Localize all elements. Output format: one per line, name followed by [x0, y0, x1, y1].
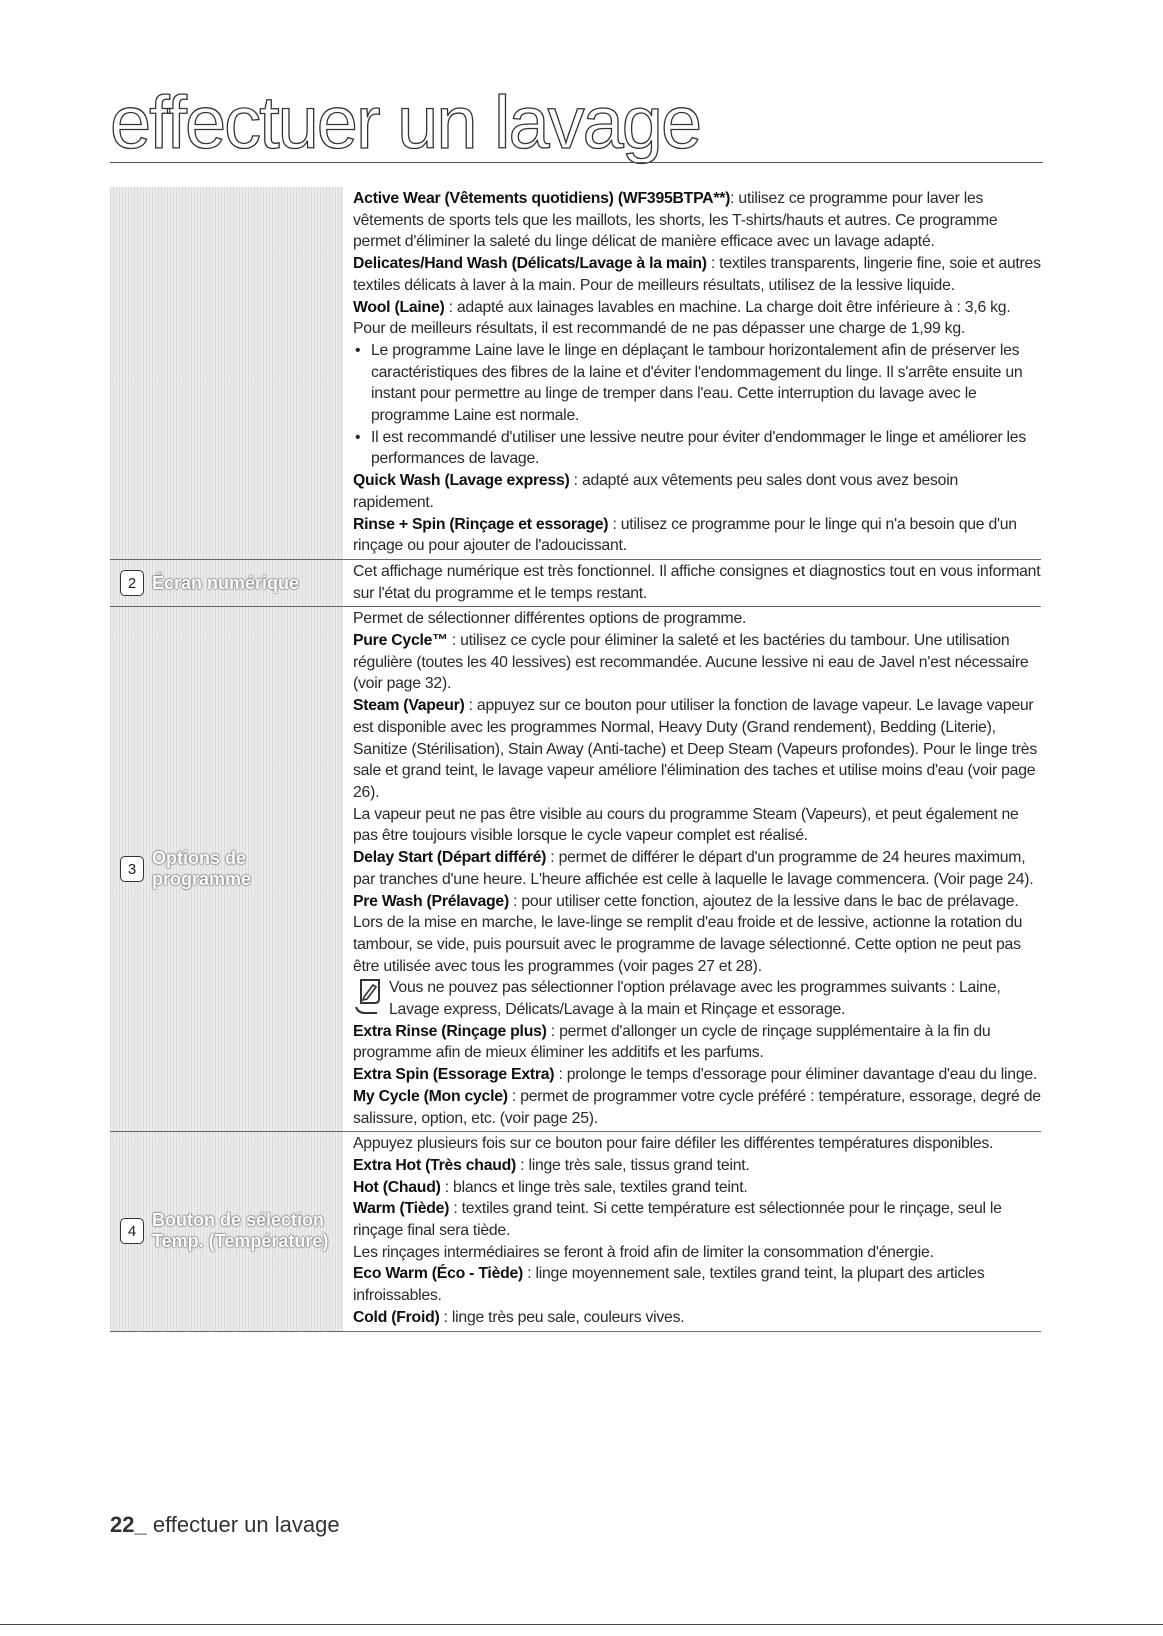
options-table — [110, 187, 1041, 1332]
row-program-options — [110, 607, 1041, 1132]
row-label-cell — [110, 607, 343, 1131]
row-label-cell — [110, 560, 343, 606]
row-description — [343, 1132, 1041, 1330]
wool-bullets — [353, 340, 1041, 470]
row-label-text: Bouton de sélection Temp. (Température) — [152, 1210, 329, 1252]
row-label-text: Écran numérique — [152, 572, 300, 593]
paragraph-pure-cycle: Pure Cycle™ : utilisez ce cycle pour éliminer la saleté et les bactéries du tambour. Une utilisation régulière (toutes les 40 lessives) est recommandée. Aucune lessive ni eau de Javel n'est nécessaire (voir page 32). — [353, 632, 1029, 693]
row-label-text: Options de programme — [152, 848, 252, 890]
paragraph-warm: Warm (Tiède) : textiles grand teint. Si cette température est sélectionnée pour le rinçage, seul le rinçage final sera tiède. — [353, 1200, 1002, 1240]
paragraph-steam: Steam (Vapeur) : appuyez sur ce bouton pour utiliser la fonction de lavage vapeur. Le lavage vapeur est disponible avec les programmes Normal, Heavy Duty (Grand rendement), Bedding (Literie), Sanitize (Stérilisation), Stain Away (Anti-tache) et Deep Steam (Vapeurs profondes). Pour le linge très sale et grand teint, le lavage vapeur améliore l'élimination des taches et utilise moins d'eau (voir page 26). — [353, 697, 1037, 801]
item-number-badge: 2 — [120, 570, 144, 596]
paragraph-pre-wash: Pre Wash (Prélavage) : pour utiliser cette fonction, ajoutez de la lessive dans le bac de prélavage. Lors de la mise en marche, le lave-linge se remplit d'eau froide et de lessive, actionne la rotation du tambour, se vide, puis poursuit avec le programme de lavage sélectionné. Cette option ne peut pas être utilisée avec tous les programmes (voir pages 27 et 28). — [353, 892, 1023, 975]
paragraph-extra-spin: Extra Spin (Essorage Extra) : prolonge le temps d'essorage pour éliminer davantage d'eau du linge. — [353, 1066, 1038, 1084]
paragraph-hot: Hot (Chaud) : blancs et linge très sale, textiles grand teint. — [353, 1178, 748, 1196]
paragraph-digital-display: Cet affichage numérique est très fonctionnel. Il affiche consignes et diagnostics tout en vous informant sur l'état du programme et le temps restant. — [353, 562, 1041, 602]
paragraph-rinse-spin: Rinse + Spin (Rinçage et essorage) : utilisez ce programme pour le linge qui n'a besoin que d'un rinçage ou pour ajouter de l'adoucissant. — [353, 515, 1017, 555]
page-footer — [110, 1512, 340, 1538]
paragraph-eco-warm: Eco Warm (Éco - Tiède) : linge moyennement sale, textiles grand teint, la plupart des articles infroissables. — [353, 1265, 985, 1305]
title-rule — [110, 162, 1043, 163]
paragraph-my-cycle: My Cycle (Mon cycle) : permet de programmer votre cycle préféré : température, essorage, degré de salissure, option, etc. (voir page 25). — [353, 1087, 1041, 1127]
paragraph-intro: Appuyez plusieurs fois sur ce bouton pour faire défiler les différentes températures disponibles. — [353, 1135, 994, 1153]
paragraph-warm-note: Les rinçages intermédiaires se feront à froid afin de limiter la consommation d'énergie. — [353, 1243, 934, 1261]
paragraph-delicates: Delicates/Hand Wash (Délicats/Lavage à la main) : textiles transparents, lingerie fine, soie et autres textiles délicats à laver à la main. Pour de meilleurs résultats, utilisez de la lessive liquide. — [353, 255, 1041, 294]
paragraph-extra-hot: Extra Hot (Très chaud) : linge très sale, tissus grand teint. — [353, 1156, 750, 1174]
page-number: 22_ — [110, 1512, 147, 1537]
paragraph-intro: Permet de sélectionner différentes options de programme. — [353, 610, 747, 628]
row-temperature — [110, 1132, 1041, 1331]
bullet-item: • Il est recommandé d'utiliser une lessive neutre pour éviter d'endommager le linge et améliorer les performances de lavage. — [371, 427, 1041, 470]
paragraph-extra-rinse: Extra Rinse (Rinçage plus) : permet d'allonger un cycle de rinçage supplémentaire à la fin du programme afin de mieux éliminer les additifs et les parfums. — [353, 1022, 991, 1062]
paragraph-steam-note: La vapeur peut ne pas être visible au cours du programme Steam (Vapeurs), et peut également ne pas être toujours visible lorsque le cycle vapeur complet est réalisé. — [353, 805, 1019, 845]
paragraph-cold: Cold (Froid) : linge très peu sale, couleurs vives. — [353, 1308, 685, 1326]
note-pencil-icon — [353, 977, 383, 1015]
item-number-badge: 3 — [120, 856, 144, 882]
row-programs — [110, 187, 1041, 560]
row-description — [343, 560, 1041, 606]
paragraph-active-wear: Active Wear (Vêtements quotidiens) (WF395BTPA**): utilisez ce programme pour laver les vêtements de sports tels que les maillots, les shorts, les T-shirts/hauts et autres. Ce programme permet d'éliminer la saleté du linge délicat de manière efficace avec un lavage adapté. — [353, 190, 998, 251]
row-label — [120, 1210, 328, 1252]
row-label — [120, 848, 251, 890]
row-label — [120, 570, 299, 596]
row-description — [343, 187, 1041, 559]
item-number-badge: 4 — [120, 1218, 144, 1244]
page-title: effectuer un lavage — [110, 81, 701, 164]
row-digital-display — [110, 560, 1041, 607]
bottom-rule — [0, 1624, 1163, 1625]
note-text: Vous ne pouvez pas sélectionner l'option prélavage avec les programmes suivants : Laine, Lavage express, Délicats/Lavage à la main et Rinçage et essorage. — [389, 979, 1001, 1019]
row-label-cell — [110, 187, 343, 559]
paragraph-wool: Wool (Laine) : adapté aux lainages lavables en machine. La charge doit être inférieure à : 3,6 kg. Pour de meilleurs résultats, il est recommandé de ne pas dépasser une charge de 1,99 kg. — [353, 298, 1011, 338]
paragraph-delay-start: Delay Start (Départ différé) : permet de différer le départ d'un programme de 24 heures maximum, par tranches d'une heure. L'heure affichée est celle à laquelle le lavage commencera. (Voir page 24). — [353, 849, 1034, 888]
bullet-item: • Le programme Laine lave le linge en déplaçant le tambour horizontalement afin de préserver les caractéristiques des fibres de la laine et d'éviter l'endommagement du linge. Il s'arrête ensuite un instant pour permettre au linge de tremper dans l'eau. Cette interruption du lavage avec le programme Laine est normale. — [371, 340, 1041, 427]
row-label-cell — [110, 1132, 343, 1330]
row-description — [343, 607, 1041, 1131]
footer-text: effectuer un lavage — [146, 1512, 340, 1537]
paragraph-quick-wash: Quick Wash (Lavage express) : adapté aux vêtements peu sales dont vous avez besoin rapidement. — [353, 472, 959, 511]
note-prewash — [353, 977, 1041, 1020]
